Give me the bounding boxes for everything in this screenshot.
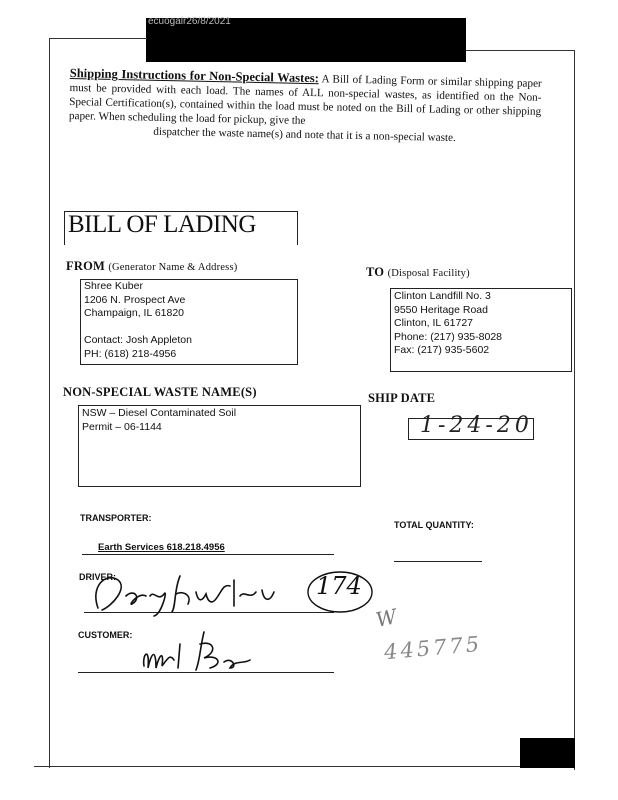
transporter-label: TRANSPORTER: [80, 513, 152, 523]
handwritten-note-number: 445775 [383, 631, 484, 665]
notice-last-line: dispatcher the waste name(s) and note that it is a non-special waste. [153, 125, 456, 145]
from-line: 1206 N. Prospect Ave [84, 293, 186, 306]
customer-line [78, 672, 334, 673]
to-line: Phone: (217) 935-8028 [394, 330, 502, 343]
driver-line [84, 612, 334, 613]
redaction-bar-top-left [146, 34, 466, 62]
from-line: Contact: Josh Appleton [84, 334, 192, 346]
customer-signature [134, 624, 264, 674]
total-quantity-line [394, 561, 482, 562]
notice-title: Shipping Instructions for Non-Special Wastes: [69, 66, 320, 86]
to-heading [366, 265, 470, 280]
page-border-top-right [466, 50, 574, 51]
customer-label: CUSTOMER: [78, 630, 133, 640]
transporter-value: Earth Services 618.218.4956 [98, 542, 225, 553]
from-line [84, 321, 192, 335]
shipping-instructions [69, 66, 542, 147]
from-heading [66, 259, 237, 274]
page-border-bottom [34, 766, 574, 767]
to-label: TO [366, 265, 385, 279]
from-label: FROM [66, 259, 105, 273]
to-line: 9550 Heritage Road [394, 303, 488, 316]
to-line: Clinton Landfill No. 3 [394, 290, 491, 302]
truck-number: 174 [316, 572, 362, 600]
from-address [84, 280, 192, 361]
to-line: Fax: (217) 935-5602 [394, 344, 490, 356]
waste-heading: NON-SPECIAL WASTE NAME(S) [63, 385, 257, 399]
page-border-top [49, 38, 147, 39]
transporter-line [82, 554, 334, 555]
waste-line: NSW – Diesel Contaminated Soil [82, 407, 237, 419]
from-line: PH: (618) 218-4956 [84, 347, 177, 360]
from-sublabel: (Generator Name & Address) [108, 262, 238, 273]
from-line: Champaign, IL 61820 [84, 307, 185, 319]
redaction-bar-bottom [520, 738, 575, 768]
ship-date-heading: SHIP DATE [368, 391, 436, 405]
driver-signature [84, 566, 314, 618]
to-address [394, 290, 502, 358]
to-sublabel: (Disposal Facility) [387, 268, 470, 279]
handwritten-note-mark: W [373, 604, 399, 632]
header-overlay-text: ecuogalr26/8/2021 [148, 16, 231, 27]
waste-names [82, 407, 236, 434]
from-line: Shree Kuber [84, 280, 143, 292]
ship-date-value: 1-24-20 [420, 413, 533, 438]
waste-line: Permit – 06-1144 [82, 420, 162, 433]
notice-body: A Bill of Lading Form or similar shipping paper must be provided with each load. The names of ALL non-special wastes, as identified on the Non-Special Certification(s), contained within the load must be noted on the Bill of Lading or other shipping paper. When scheduling the load for pickup, give the [68, 73, 542, 127]
bol-title: BILL OF LADING [68, 211, 256, 238]
driver-label: DRIVER: [79, 572, 117, 582]
page-border-left [49, 38, 50, 768]
page-border-right [574, 50, 575, 770]
total-quantity-label: TOTAL QUANTITY: [394, 520, 474, 530]
to-line: Clinton, IL 61727 [394, 317, 474, 329]
